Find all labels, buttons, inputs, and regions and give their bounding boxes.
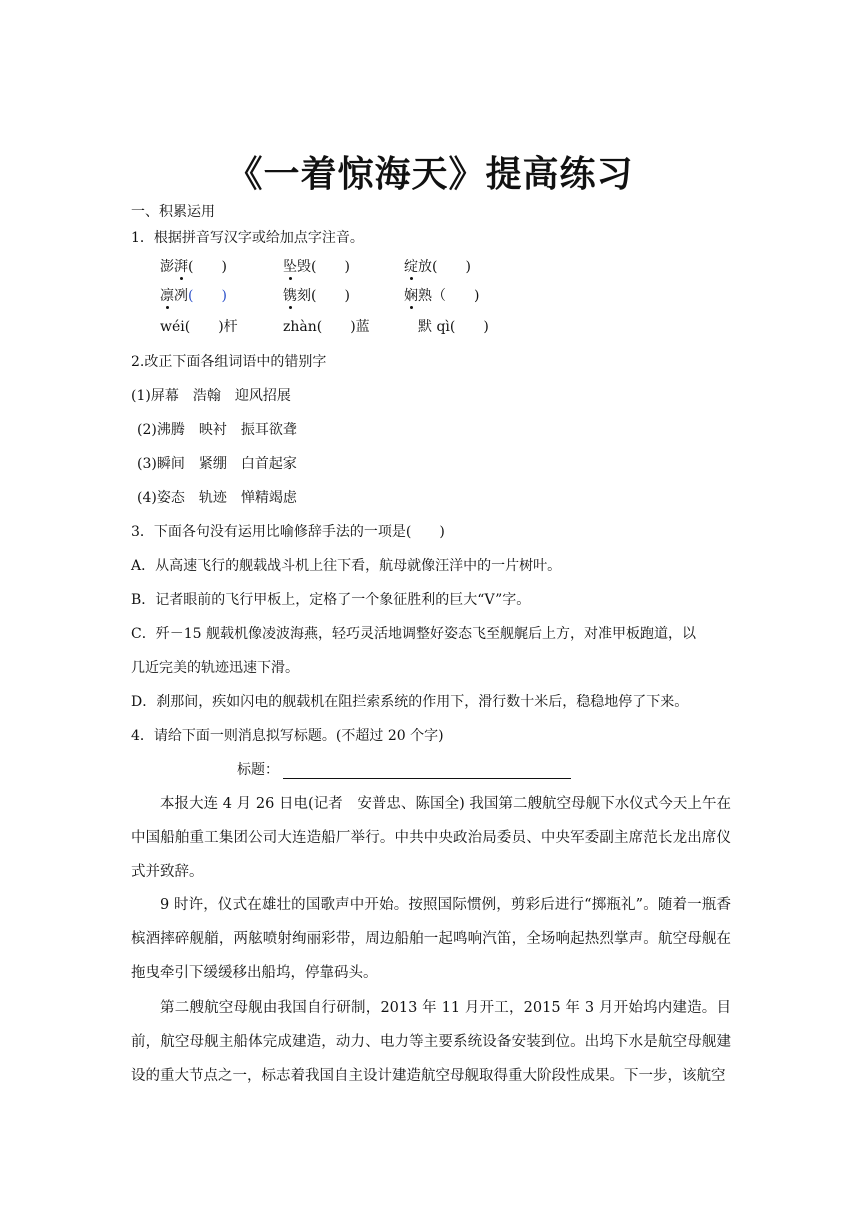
question-2-prompt: 2.改正下面各组词语中的错别字: [131, 354, 327, 370]
q3-option-c-line1: C．歼－15 舰载机像凌波海燕，轻巧灵活地调整好姿态飞至舰艉后上方，对准甲板跑道，以: [131, 626, 696, 642]
q1-item-linlie: 凛冽( ): [160, 288, 227, 304]
q1-item-juanke: 镌刻( ): [283, 288, 350, 304]
q2-item-4: (4)姿态 轨迹 惮精竭虑: [137, 490, 297, 506]
headline-blank-line[interactable]: [283, 764, 571, 779]
news-paragraph-1: 本报大连 4 月 26 日电(记者 安普忠、陈国全) 我国第二艘航空母舰下水仪式今天上午在中国船舶重工集团公司大连造船厂举行。中共中央政治局委员、中央军委副主席范长龙出席仪式并致辞。: [131, 796, 731, 880]
q1-pinyin-zhan: zhàn( )蓝: [283, 319, 370, 335]
question-4-prompt: 4．请给下面一则消息拟写标题。(不超过 20 个字): [131, 728, 444, 744]
news-paragraph-2: 9 时许，仪式在雄壮的国歌声中开始。按照国际惯例，剪彩后进行“掷瓶礼”。随着一瓶香槟酒摔碎舰艏，两舷喷射绚丽彩带，周边船舶一起鸣响汽笛，全场响起热烈掌声。航空母舰在拖曳牵引下缓缓移出船坞，停靠码头。: [131, 897, 731, 981]
q3-option-c-line2: 几近完美的轨迹迅速下滑。: [131, 660, 299, 676]
q1-pinyin-qi: 默 qì( ): [418, 319, 489, 335]
q1-item-zhanfang: 绽放( ): [404, 259, 471, 275]
headline-label: 标题：: [237, 762, 279, 778]
news-paragraph-3: 第二艘航空母舰由我国自行研制，2013 年 11 月开工，2015 年 3 月开始坞内建造。目前，航空母舰主船体完成建造，动力、电力等主要系统设备安装到位。出坞下水是航空母舰建设的重大节点之一，标志着我国自主设计建造航空母舰取得重大阶段性成果。下一步，该航空: [131, 1000, 731, 1084]
page-title: 《一着惊海天》提高练习: [226, 154, 634, 195]
q2-item-3: (3)瞬间 紧绷 白首起家: [137, 456, 297, 472]
q2-item-1: (1)屏幕 浩翰 迎风招展: [131, 388, 291, 404]
q1-pinyin-wei: wéi( )杆: [160, 319, 238, 335]
question-3-prompt: 3．下面各句没有运用比喻修辞手法的一项是( ): [131, 524, 445, 540]
headline-answer-row: [237, 761, 571, 779]
q3-option-d: D．刹那间，疾如闪电的舰载机在阻拦索系统的作用下，滑行数十米后，稳稳地停了下来。: [131, 694, 689, 710]
q2-item-2: (2)沸腾 映衬 振耳欲聋: [137, 422, 297, 438]
q1-item-xianshu: 娴熟（ ): [404, 288, 480, 304]
q1-item-zhuihui: 坠毁( ): [283, 259, 350, 275]
q3-option-b: B．记者眼前的飞行甲板上，定格了一个象征胜利的巨大“V”字。: [131, 592, 531, 608]
q3-option-a: A．从高速飞行的舰载战斗机上往下看，航母就像汪洋中的一片树叶。: [131, 558, 562, 574]
section-heading: 一、积累运用: [131, 204, 215, 220]
question-1-prompt: 1．根据拼音写汉字或给加点字注音。: [131, 230, 364, 246]
q1-item-pengpai: 澎湃( ): [160, 259, 227, 275]
